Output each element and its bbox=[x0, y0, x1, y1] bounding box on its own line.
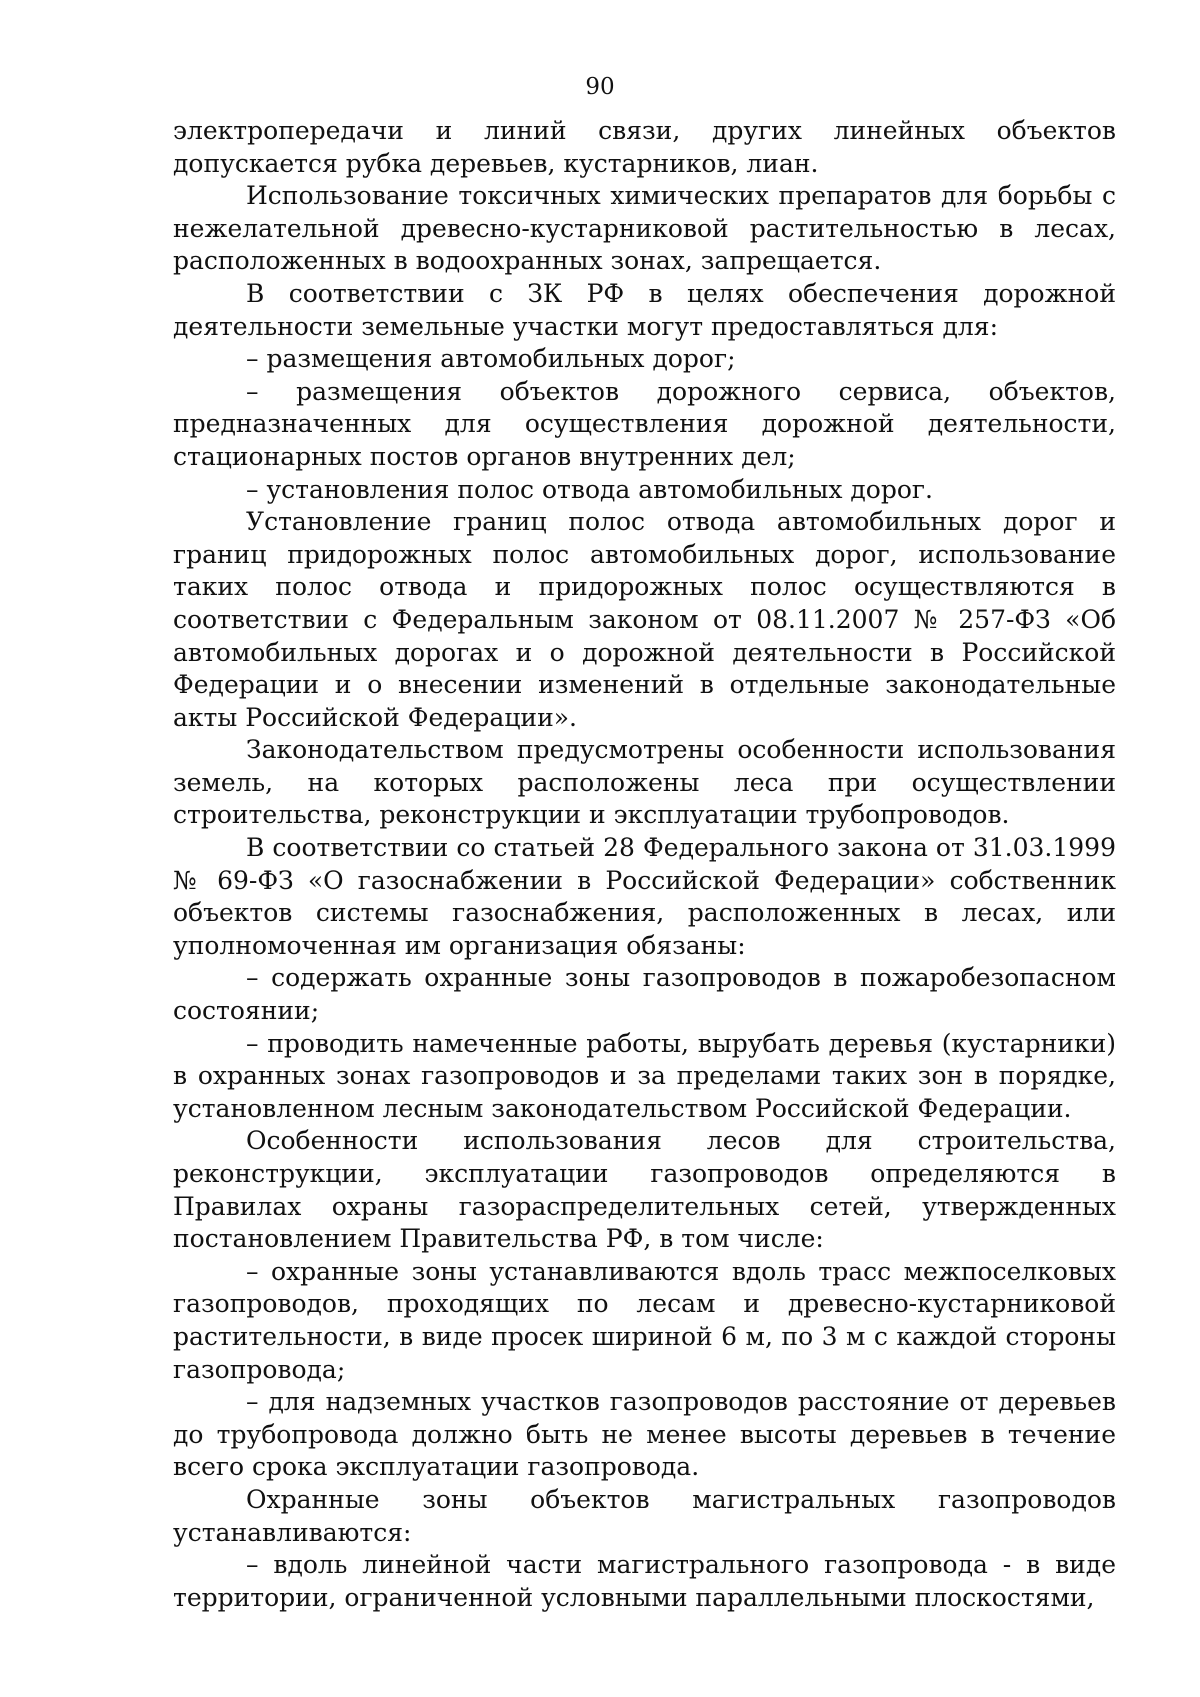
paragraph: Законодательством предусмотрены особенности использования земель, на которых расположены леса при осуществлении строительства, реконструкции и эксплуатации трубопроводов. bbox=[173, 735, 1116, 830]
list-item: – вдоль линейной части магистрального газопровода - в виде территории, ограниченной условными параллельными плоскостями, bbox=[173, 1550, 1116, 1612]
list-item: – содержать охранные зоны газопроводов в пожаробезопасном состоянии; bbox=[173, 963, 1116, 1026]
paragraph: Охранные зоны объектов магистральных газопроводов устанавливаются: bbox=[173, 1484, 1116, 1547]
document-body bbox=[173, 115, 1116, 1614]
list-item: – проводить намеченные работы, вырубать деревья (кустарники) в охранных зонах газопроводов и за пределами таких зон в порядке, установленном лесным законодательством Российской Федерации. bbox=[173, 1028, 1116, 1123]
paragraph: Установление границ полос отвода автомобильных дорог и границ придорожных полос автомобильных дорог, использование таких полос отвода и придорожных полос осуществляются в соответствии с Федеральным законом от 08.11.2007 № 257-ФЗ «Об автомобильных дорогах и о дорожной деятельности в Российской Федерации и о внесении изменений в отдельные законодательные акты Российской Федерации». bbox=[173, 507, 1116, 732]
list-item: – установления полос отвода автомобильных дорог. bbox=[246, 474, 933, 504]
page-number: 90 bbox=[585, 74, 615, 100]
paragraph: В соответствии с ЗК РФ в целях обеспечения дорожной деятельности земельные участки могут предоставляться для: bbox=[173, 278, 1116, 341]
paragraph: В соответствии со статьей 28 Федерального закона от 31.03.1999 № 69-ФЗ «О газоснабжении в Российской Федерации» собственник объектов системы газоснабжения, расположенных в лесах, или уполномоченная им организация обязаны: bbox=[173, 833, 1116, 960]
list-item: – охранные зоны устанавливаются вдоль трасс межпоселковых газопроводов, проходящих по лесам и древесно-кустарниковой растительности, в виде просек шириной 6 м, по 3 м с каждой стороны газопровода; bbox=[173, 1256, 1116, 1384]
paragraph: Особенности использования лесов для строительства, реконструкции, эксплуатации газопроводов определяются в Правилах охраны газораспределительных сетей, утвержденных постановлением Правительства РФ, в том числе: bbox=[173, 1126, 1116, 1254]
list-item: – размещения объектов дорожного сервиса, объектов, предназначенных для осуществления дорожной деятельности, стационарных постов органов внутренних дел; bbox=[173, 376, 1116, 471]
list-item: – для надземных участков газопроводов расстояние от деревьев до трубопровода должно быть не менее высоты деревьев в течение всего срока эксплуатации газопровода. bbox=[173, 1387, 1116, 1482]
list-item: – размещения автомобильных дорог; bbox=[246, 344, 736, 374]
paragraph: Использование токсичных химических препаратов для борьбы с нежелательной древесно-кустарниковой растительностью в лесах, расположенных в водоохранных зонах, запрещается. bbox=[173, 181, 1116, 276]
paragraph: электропередачи и линий связи, других линейных объектов допускается рубка деревьев, кустарников, лиан. bbox=[173, 116, 1116, 178]
